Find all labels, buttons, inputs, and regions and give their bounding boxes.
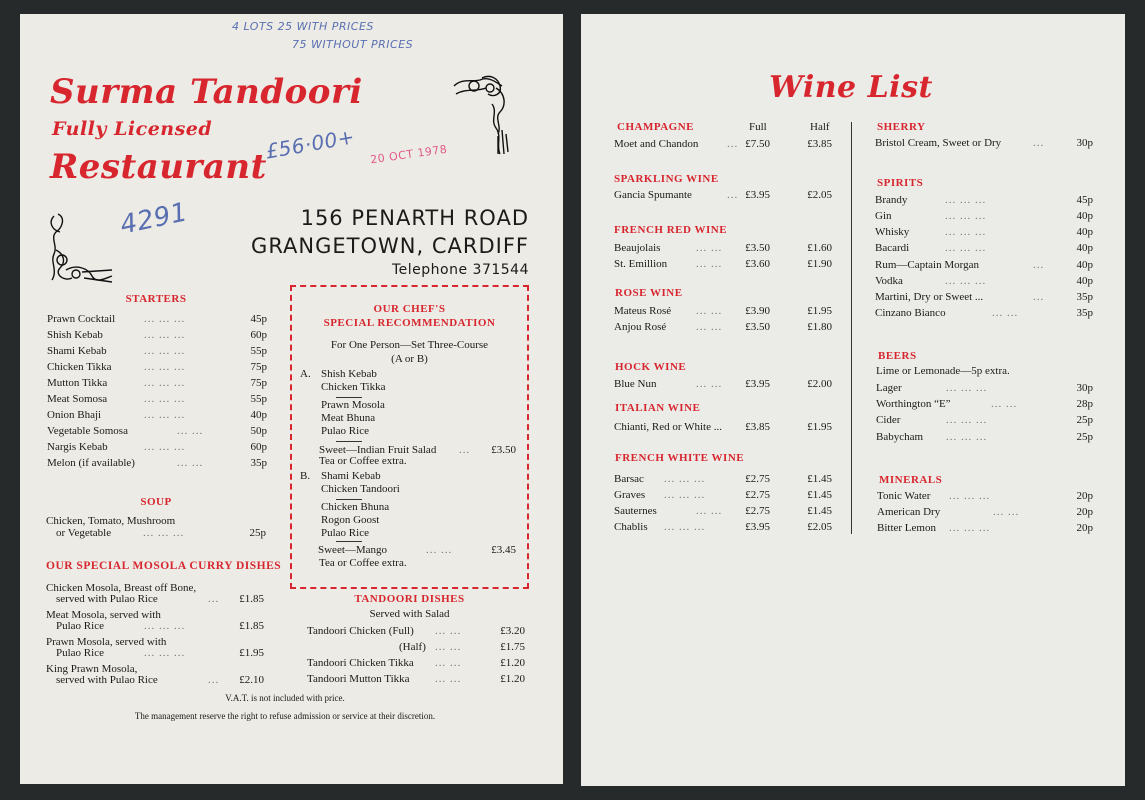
- leader-dots: ... ...: [991, 398, 1018, 410]
- drink-name: Tonic Water: [877, 490, 931, 502]
- handwritten-note-line1: 4 LOTS 25 WITH PRICES: [232, 20, 374, 33]
- leader-dots: ... ...: [435, 641, 462, 653]
- item-price: £1.20: [500, 657, 525, 669]
- wine-item: [614, 419, 832, 435]
- wine-name: Mateus Rosé: [614, 305, 672, 317]
- item-name: Shami Kebab: [47, 345, 107, 357]
- leader-dots: ... ... ...: [144, 361, 186, 373]
- drink-name: Whisky: [875, 226, 910, 238]
- option-a-starters: [321, 368, 385, 394]
- handwritten-note-line2: 75 WITHOUT PRICES: [292, 38, 414, 51]
- chef-special-heading1: OUR CHEF'S: [373, 303, 446, 315]
- half-price: £1.45: [807, 489, 832, 501]
- menu-item: [47, 439, 267, 455]
- item-name-cont: served with Pulao Rice: [56, 593, 158, 605]
- restaurant-label: Restaurant: [50, 147, 267, 187]
- full-price: £3.50: [745, 321, 770, 333]
- full-price: £3.95: [745, 189, 770, 201]
- item-name: Melon (if available): [47, 457, 135, 469]
- wine-list-page: [581, 14, 1125, 786]
- drink-price: 20p: [1076, 506, 1093, 518]
- item-name: Chicken Mosola, Breast off Bone,: [46, 582, 197, 594]
- wine-item: [614, 136, 832, 152]
- licensed-label: Fully Licensed: [52, 118, 213, 140]
- leader-dots: ... ... ...: [949, 522, 991, 534]
- leader-dots: ... ...: [696, 305, 723, 317]
- item-price: 50p: [250, 425, 267, 437]
- leader-dots: ... ... ...: [945, 210, 987, 222]
- leader-dots: ... ... ...: [945, 242, 987, 254]
- item-name: Prawn Cocktail: [47, 313, 116, 325]
- wine-name: Chablis: [614, 521, 648, 533]
- date-stamp: 20 OCT 1978: [369, 142, 449, 167]
- section-heading: SPARKLING WINE: [614, 173, 719, 185]
- option-a-note: Tea or Coffee extra.: [319, 455, 407, 467]
- menu-front-page: [20, 14, 563, 784]
- item-name: Onion Bhaji: [47, 409, 102, 421]
- item-name: Meat Somosa: [47, 393, 108, 405]
- drink-item: [875, 192, 1093, 208]
- item-price: 40p: [250, 409, 267, 421]
- column-divider: [851, 122, 852, 534]
- handwritten-price: £56·00+: [263, 124, 357, 164]
- half-price: £1.90: [807, 258, 832, 270]
- leader-dots: ...: [727, 189, 739, 201]
- option-b-mains: [321, 501, 389, 540]
- management-note: The management reserve the right to refuse admission or service at their discretion.: [134, 711, 436, 721]
- restaurant-name: Surma Tandoori: [50, 72, 363, 112]
- course-item: Pulao Rice: [321, 425, 369, 437]
- option-a-label: A.: [300, 368, 311, 380]
- option-b-starters: [321, 470, 400, 496]
- chef-special-heading2: SPECIAL RECOMMENDATION: [323, 317, 496, 329]
- leader-dots: ...: [1033, 291, 1045, 303]
- half-price: £1.95: [807, 421, 832, 433]
- drink-price: 20p: [1076, 522, 1093, 534]
- option-b-label: B.: [300, 470, 311, 482]
- wine-name: Barsac: [614, 473, 644, 485]
- leader-dots: ...: [459, 444, 471, 456]
- drink-price: 30p: [1076, 382, 1093, 394]
- drink-price: 20p: [1076, 490, 1093, 502]
- drink-item: [876, 429, 1093, 445]
- full-price: £7.50: [745, 138, 770, 150]
- menu-item: [307, 671, 525, 687]
- wine-item: [614, 187, 832, 203]
- full-price: £3.95: [745, 378, 770, 390]
- item-price: £1.95: [239, 647, 264, 659]
- leader-dots: ... ... ...: [946, 414, 988, 426]
- drink-item: [877, 488, 1093, 504]
- chef-special-intro1: For One Person—Set Three-Course: [330, 339, 489, 351]
- course-item: Sweet—Mango: [318, 544, 388, 556]
- wine-item: [614, 256, 832, 272]
- drink-name: Bitter Lemon: [877, 522, 936, 534]
- section-heading: FRENCH RED WINE: [614, 224, 728, 236]
- drink-name: Lager: [876, 382, 902, 394]
- leader-dots: ... ... ...: [946, 431, 988, 443]
- drink-price: 35p: [1076, 307, 1093, 319]
- course-item: Sweet—Indian Fruit Salad: [319, 444, 437, 456]
- wine-item: [614, 503, 832, 519]
- course-item: Shish Kebab: [321, 368, 377, 380]
- tandoori-subheading: Served with Salad: [369, 608, 450, 620]
- item-name: Tandoori Chicken (Full): [307, 625, 414, 637]
- drink-name: Rum—Captain Morgan: [875, 259, 979, 271]
- wine-name: Gancia Spumante: [614, 189, 692, 201]
- drink-item: [875, 257, 1093, 273]
- drink-item: [875, 273, 1093, 289]
- item-name: Prawn Mosola, served with: [46, 636, 167, 648]
- half-price: £2.05: [807, 189, 832, 201]
- leader-dots: ... ... ...: [144, 441, 186, 453]
- item-name: Chicken, Tomato, Mushroom: [46, 515, 176, 527]
- item-price: 25p: [249, 527, 266, 539]
- item-price: £1.20: [500, 673, 525, 685]
- course-item: Chicken Tandoori: [321, 483, 400, 495]
- floral-corner-icon: [452, 74, 512, 156]
- course-item: Meat Bhuna: [321, 412, 376, 424]
- leader-dots: ... ... ...: [946, 382, 988, 394]
- item-name-cont: Pulao Rice: [56, 620, 104, 632]
- leader-dots: ...: [208, 674, 220, 686]
- leader-dots: ...: [208, 593, 220, 605]
- section-heading: ROSE WINE: [615, 287, 683, 299]
- vat-note: V.A.T. is not included with price.: [225, 693, 345, 703]
- leader-dots: ... ...: [426, 544, 453, 556]
- set-price: £3.45: [491, 544, 516, 556]
- menu-item: [307, 639, 525, 655]
- leader-dots: ... ... ...: [945, 275, 987, 287]
- drink-price: 40p: [1076, 259, 1093, 271]
- item-price: £1.85: [239, 620, 264, 632]
- full-price: £2.75: [745, 489, 770, 501]
- item-name: Tandoori Mutton Tikka: [307, 673, 410, 685]
- drink-item: [876, 396, 1093, 412]
- wine-name: Chianti, Red or White ...: [614, 421, 722, 433]
- leader-dots: ... ...: [435, 673, 462, 685]
- drink-price: 40p: [1076, 226, 1093, 238]
- leader-dots: ... ... ...: [144, 313, 186, 325]
- leader-dots: ... ...: [696, 321, 723, 333]
- menu-item: [47, 311, 267, 327]
- full-price: £2.75: [745, 473, 770, 485]
- drink-name: Cinzano Bianco: [875, 307, 946, 319]
- drink-price: 30p: [1076, 137, 1093, 149]
- half-price: £1.45: [807, 505, 832, 517]
- wine-item: [614, 487, 832, 503]
- item-name-cont: Pulao Rice: [56, 647, 104, 659]
- leader-dots: ... ...: [435, 625, 462, 637]
- item-name: Mutton Tikka: [47, 377, 108, 389]
- item-price: 60p: [250, 329, 267, 341]
- drink-name: Babycham: [876, 431, 924, 443]
- drink-item: [877, 520, 1093, 536]
- set-price: £3.50: [491, 444, 516, 456]
- full-price: £3.85: [745, 421, 770, 433]
- leader-dots: ... ... ...: [664, 473, 706, 485]
- drink-price: 40p: [1076, 242, 1093, 254]
- half-price: £2.00: [807, 378, 832, 390]
- half-price: £1.45: [807, 473, 832, 485]
- leader-dots: ... ...: [696, 505, 723, 517]
- drink-price: 25p: [1076, 431, 1093, 443]
- drink-name: Brandy: [875, 194, 908, 206]
- section-heading: ITALIAN WINE: [615, 402, 701, 414]
- wine-name: Beaujolais: [614, 242, 661, 254]
- leader-dots: ... ... ...: [143, 527, 185, 539]
- leader-dots: ... ...: [696, 242, 723, 254]
- option-a-mains: [321, 399, 385, 438]
- menu-item: [47, 391, 267, 407]
- leader-dots: ... ... ...: [144, 345, 186, 357]
- leader-dots: ... ... ...: [949, 490, 991, 502]
- drink-price: 40p: [1076, 275, 1093, 287]
- item-price: 60p: [250, 441, 267, 453]
- leader-dots: ... ...: [992, 307, 1019, 319]
- full-price: £3.60: [745, 258, 770, 270]
- chef-special-intro2: (A or B): [391, 353, 428, 365]
- leader-dots: ... ... ...: [144, 647, 186, 659]
- item-price: 55p: [250, 345, 267, 357]
- course-item: Pulao Rice: [321, 527, 369, 539]
- telephone: Telephone 371544: [392, 262, 529, 278]
- item-price: 35p: [250, 457, 267, 469]
- floral-corner-icon: [42, 210, 114, 288]
- course-divider: [336, 397, 362, 398]
- course-divider: [336, 499, 362, 500]
- drink-item: [875, 224, 1093, 240]
- wine-name: Graves: [614, 489, 646, 501]
- half-price: £2.05: [807, 521, 832, 533]
- menu-item: [47, 455, 267, 471]
- menu-item: [46, 672, 264, 688]
- full-price: £2.75: [745, 505, 770, 517]
- wine-name: Blue Nun: [614, 378, 657, 390]
- leader-dots: ... ...: [993, 506, 1020, 518]
- drink-price: 25p: [1076, 414, 1093, 426]
- drink-name: Worthington “E”: [876, 398, 951, 410]
- course-item: Chicken Bhuna: [321, 501, 390, 513]
- option-b-note: Tea or Coffee extra.: [319, 557, 407, 569]
- leader-dots: ... ... ...: [144, 409, 186, 421]
- item-name: Tandoori Chicken Tikka: [307, 657, 414, 669]
- wine-item: [614, 471, 832, 487]
- item-name: Meat Mosola, served with: [46, 609, 161, 621]
- item-name: Chicken Tikka: [47, 361, 112, 373]
- item-price: 45p: [250, 313, 267, 325]
- item-price: £1.85: [239, 593, 264, 605]
- leader-dots: ...: [727, 138, 739, 150]
- leader-dots: ... ... ...: [144, 377, 186, 389]
- handwritten-number: 4291: [117, 197, 191, 241]
- item-price: £3.20: [500, 625, 525, 637]
- drink-price: 28p: [1076, 398, 1093, 410]
- course-item: Prawn Mosola: [321, 399, 385, 411]
- wine-name: Sauternes: [614, 505, 657, 517]
- full-price: £3.90: [745, 305, 770, 317]
- leader-dots: ... ... ...: [144, 329, 186, 341]
- wine-item: [614, 376, 832, 392]
- course-item: Chicken Tikka: [321, 381, 386, 393]
- wine-item: [614, 319, 832, 335]
- drink-name: Bristol Cream, Sweet or Dry: [875, 137, 1002, 149]
- menu-item: [307, 623, 525, 639]
- wine-name: St. Emillion: [614, 258, 668, 270]
- menu-item: [47, 327, 267, 343]
- item-price: £1.75: [500, 641, 525, 653]
- drink-name: Martini, Dry or Sweet ...: [875, 291, 984, 303]
- address-line2: GRANGETOWN, CARDIFF: [251, 234, 529, 258]
- section-heading: FRENCH WHITE WINE: [615, 452, 745, 464]
- menu-item: [46, 525, 266, 541]
- column-half: Half: [810, 121, 830, 133]
- drink-name: Bacardi: [875, 242, 910, 254]
- wine-name: Anjou Rosé: [614, 321, 667, 333]
- wine-item: [614, 240, 832, 256]
- item-name: or Vegetable: [56, 527, 112, 539]
- option-b-sweet: [318, 542, 516, 558]
- drink-name: American Dry: [877, 506, 941, 518]
- half-price: £1.80: [807, 321, 832, 333]
- drink-price: 35p: [1076, 291, 1093, 303]
- drink-item: [876, 380, 1093, 396]
- drink-name: Gin: [875, 210, 892, 222]
- course-item: Rogon Goost: [321, 514, 380, 526]
- wine-name: Moet and Chandon: [614, 138, 699, 150]
- drink-item: [875, 135, 1093, 151]
- menu-item: [46, 618, 264, 634]
- leader-dots: ... ... ...: [144, 620, 186, 632]
- item-name-cont: served with Pulao Rice: [56, 674, 158, 686]
- section-heading: CHAMPAGNE: [617, 121, 695, 133]
- item-name: Nargis Kebab: [47, 441, 108, 453]
- column-full: Full: [749, 121, 767, 133]
- drink-price: 40p: [1076, 210, 1093, 222]
- leader-dots: ...: [1033, 259, 1045, 271]
- minerals-heading: MINERALS: [879, 474, 943, 486]
- address-line1: 156 PENARTH ROAD: [300, 206, 529, 230]
- leader-dots: ... ... ...: [144, 393, 186, 405]
- tandoori-heading: TANDOORI DISHES: [354, 593, 465, 605]
- menu-item: [47, 423, 267, 439]
- menu-item: [47, 407, 267, 423]
- menu-item: [47, 375, 267, 391]
- course-item: Shami Kebab: [321, 470, 381, 482]
- drink-item: [876, 412, 1093, 428]
- curry-heading: OUR SPECIAL MOSOLA CURRY DISHES: [46, 560, 282, 572]
- drink-name: Vodka: [875, 275, 903, 287]
- drink-item: [875, 289, 1093, 305]
- drink-item: [875, 208, 1093, 224]
- leader-dots: ... ...: [177, 457, 204, 469]
- leader-dots: ... ...: [177, 425, 204, 437]
- wine-item: [614, 303, 832, 319]
- wine-item: [614, 519, 832, 535]
- drink-item: [875, 305, 1093, 321]
- drink-item: [875, 240, 1093, 256]
- leader-dots: ... ... ...: [664, 521, 706, 533]
- item-price: £2.10: [239, 674, 264, 686]
- item-name: Vegetable Somosa: [47, 425, 128, 437]
- menu-item: [46, 591, 264, 607]
- menu-item: [47, 359, 267, 375]
- menu-item: [47, 343, 267, 359]
- section-heading: HOCK WINE: [615, 361, 687, 373]
- item-price: 75p: [250, 377, 267, 389]
- sherry-heading: SHERRY: [877, 121, 926, 133]
- item-name: (Half): [399, 641, 426, 653]
- leader-dots: ... ...: [435, 657, 462, 669]
- leader-dots: ... ... ...: [945, 194, 987, 206]
- soup-heading: SOUP: [140, 496, 172, 508]
- item-name: Shish Kebab: [47, 329, 103, 341]
- leader-dots: ... ...: [696, 258, 723, 270]
- leader-dots: ... ... ...: [945, 226, 987, 238]
- menu-item: [46, 645, 264, 661]
- beers-heading: BEERS: [878, 350, 917, 362]
- beers-note: Lime or Lemonade—5p extra.: [876, 365, 1010, 377]
- drink-name: Cider: [876, 414, 901, 426]
- starters-heading: STARTERS: [125, 293, 187, 305]
- spirits-heading: SPIRITS: [877, 177, 924, 189]
- item-price: 55p: [250, 393, 267, 405]
- full-price: £3.50: [745, 242, 770, 254]
- menu-item: [307, 655, 525, 671]
- half-price: £1.60: [807, 242, 832, 254]
- half-price: £1.95: [807, 305, 832, 317]
- full-price: £3.95: [745, 521, 770, 533]
- item-price: 75p: [250, 361, 267, 373]
- item-name: King Prawn Mosola,: [46, 663, 138, 675]
- leader-dots: ... ... ...: [664, 489, 706, 501]
- leader-dots: ...: [1033, 137, 1045, 149]
- drink-price: 45p: [1076, 194, 1093, 206]
- wine-list-title: Wine List: [769, 70, 933, 105]
- leader-dots: ... ...: [696, 378, 723, 390]
- half-price: £3.85: [807, 138, 832, 150]
- drink-item: [877, 504, 1093, 520]
